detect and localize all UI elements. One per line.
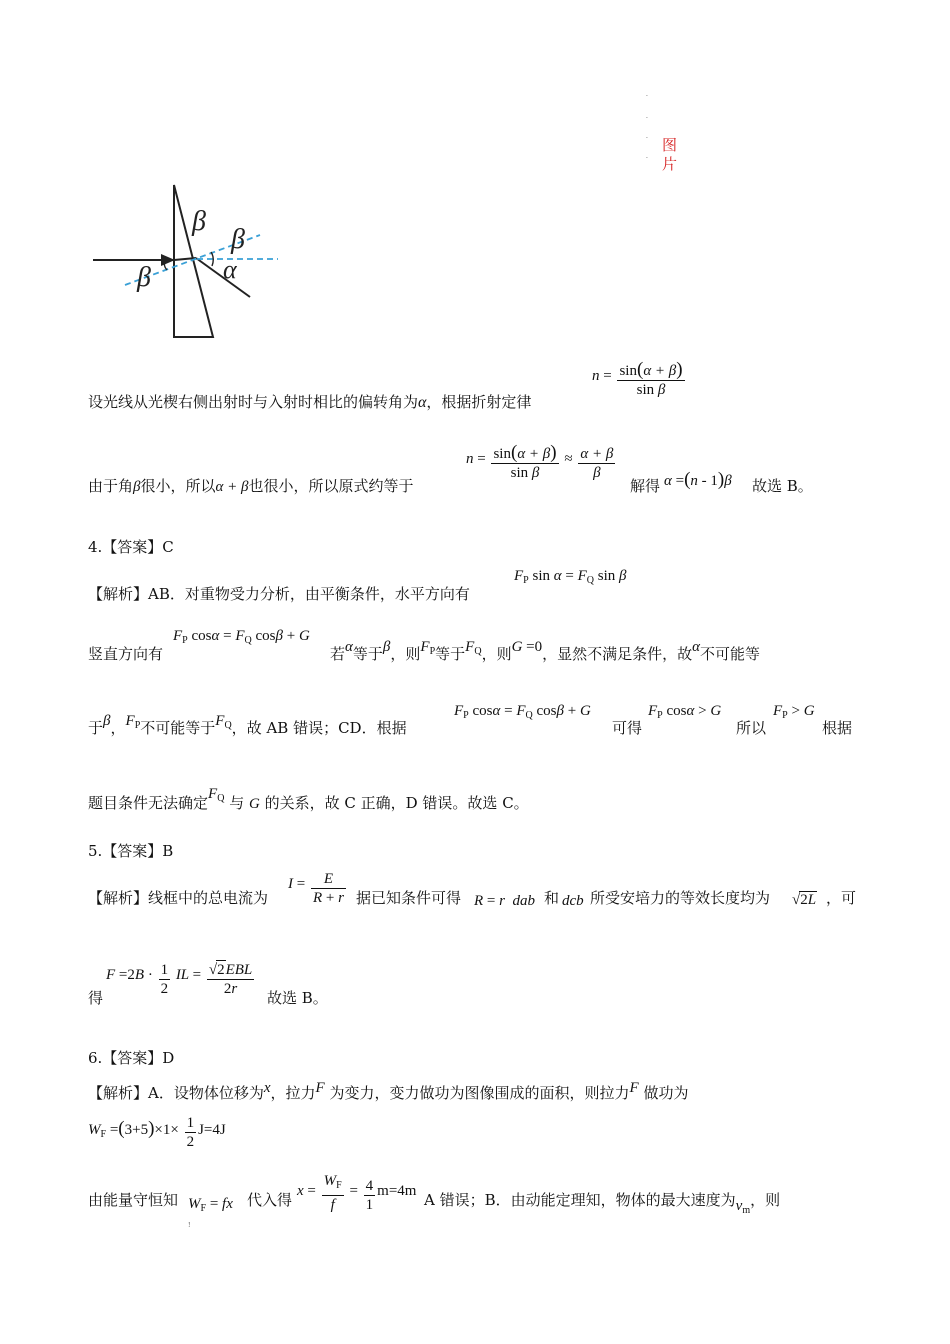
- q4-answer: 4.【答案】C: [88, 538, 174, 556]
- q5-line1-b: 据已知条件可得: [356, 889, 462, 907]
- force-formula: F =2B · $\frac{1}{2}$ IL = $\frac{\text{√2EBL}}{2r}$: [106, 962, 253, 997]
- q6-answer: 6.【答案】D: [88, 1049, 175, 1067]
- beta-label: β: [231, 224, 245, 255]
- horizontal-balance-formula: $F_P$ $\sin \alpha = F_Q$ sin β: [514, 568, 627, 586]
- refraction-law-formula: n = $\frac{\sin(\alpha + \beta)}{\text{sin β}}$: [592, 359, 683, 398]
- beta-label: β: [137, 262, 151, 293]
- q5-line1: 【解析】线框中的总电流为: [88, 889, 269, 907]
- q5-answer: 5.【答案】B: [88, 842, 174, 860]
- q4-line2-b: 若α等于β，则$F_P$等于$F_Q$，则G =0，显然不满足条件，故α不可能等: [330, 639, 761, 663]
- displacement-formula: x = $\frac{W_F}{f}$ = $\frac{4}{1}$ m=4m: [297, 1173, 417, 1213]
- deviation-result: α =(n - 1)β: [664, 469, 732, 490]
- side-dot: ·: [646, 135, 648, 142]
- side-dot: ·: [646, 93, 648, 100]
- dcb-label: dcb: [562, 893, 584, 909]
- q4-line1: 【解析】AB．对重物受力分析，由平衡条件，水平方向有: [88, 585, 470, 603]
- side-dot: ·: [646, 115, 648, 122]
- q5-line1-d: 所受安培力的等效长度均为: [590, 889, 771, 907]
- energy-formula: $W_F$ = fx: [188, 1196, 233, 1214]
- q3-line1: 设光线从光楔右侧出射时与入射时相比的偏转角为α，根据折射定律: [88, 393, 532, 411]
- q5-line1-c: 和: [544, 889, 560, 907]
- wedge-refraction-figure: [85, 178, 285, 343]
- q6-line1: 【解析】A．设物体位移为x，拉力F 为变力，变力做功为图像围成的面积，则拉力F 做功为: [88, 1080, 689, 1102]
- picture-label: 图 片: [662, 136, 678, 173]
- approx-formula: n = $\frac{\sin(\alpha + \beta)}{\text{sin β}}$ ≈ $\frac{\alpha + \beta}{\beta}$: [466, 442, 614, 481]
- side-dot: ·: [646, 155, 648, 162]
- current-formula: I = $\frac{E}{R + r}$: [288, 871, 344, 906]
- q4-line3-c: 所以: [736, 719, 767, 737]
- equiv-length: √2L: [792, 892, 817, 908]
- q4-line4: 题目条件无法确定$F_Q$ 与 G 的关系，故 C 正确，D 错误。故选 C。: [88, 786, 529, 812]
- vertical-balance-formula: $F_P$ $\cos\alpha = F_Q$ cosβ + G: [173, 628, 310, 646]
- vertical-balance-formula-2: $F_P$ $\cos\alpha = F_Q$ cosβ + G: [454, 703, 591, 721]
- q6-line3-c: A 错误；B．由动能定理知，物体的最大速度为$v_m$，则: [424, 1191, 781, 1216]
- q4-line2: 竖直方向有: [88, 645, 164, 663]
- q5-line1-e: ，可: [826, 889, 857, 907]
- q6-line3: 由能量守恒知: [88, 1191, 179, 1209]
- q3-line2: 由于角β很小，所以α + β也很小，所以原式约等于: [88, 477, 414, 495]
- q3-line2-solve: 解得: [630, 477, 661, 495]
- q5-line2: 得: [88, 989, 104, 1007]
- q6-line3-b: 代入得: [247, 1191, 293, 1209]
- work-formula: $W_F =(3+5)\times 1\times$ $\frac{1}{2}$ J=4J: [88, 1115, 226, 1150]
- fp-gt-g-formula: $F_P > G$: [773, 703, 815, 721]
- alpha-label: α: [223, 255, 237, 284]
- q4-line3-d: 根据: [822, 719, 853, 737]
- q5-choice: 故选 B。: [267, 989, 328, 1007]
- inequality-formula: $F_P$ cosα > G: [648, 703, 722, 721]
- resistance-formula: R = r dab: [474, 893, 535, 909]
- beta-label: β: [192, 206, 206, 237]
- q4-line3-b: 可得: [612, 719, 643, 737]
- q4-line3: 于β，$F_P$不可能等于$F_Q$，故 AB 错误；CD．根据: [88, 713, 407, 737]
- footer-mark: !: [188, 1222, 191, 1229]
- q3-choice: 故选 B。: [752, 477, 813, 495]
- arrow-head: [161, 254, 175, 266]
